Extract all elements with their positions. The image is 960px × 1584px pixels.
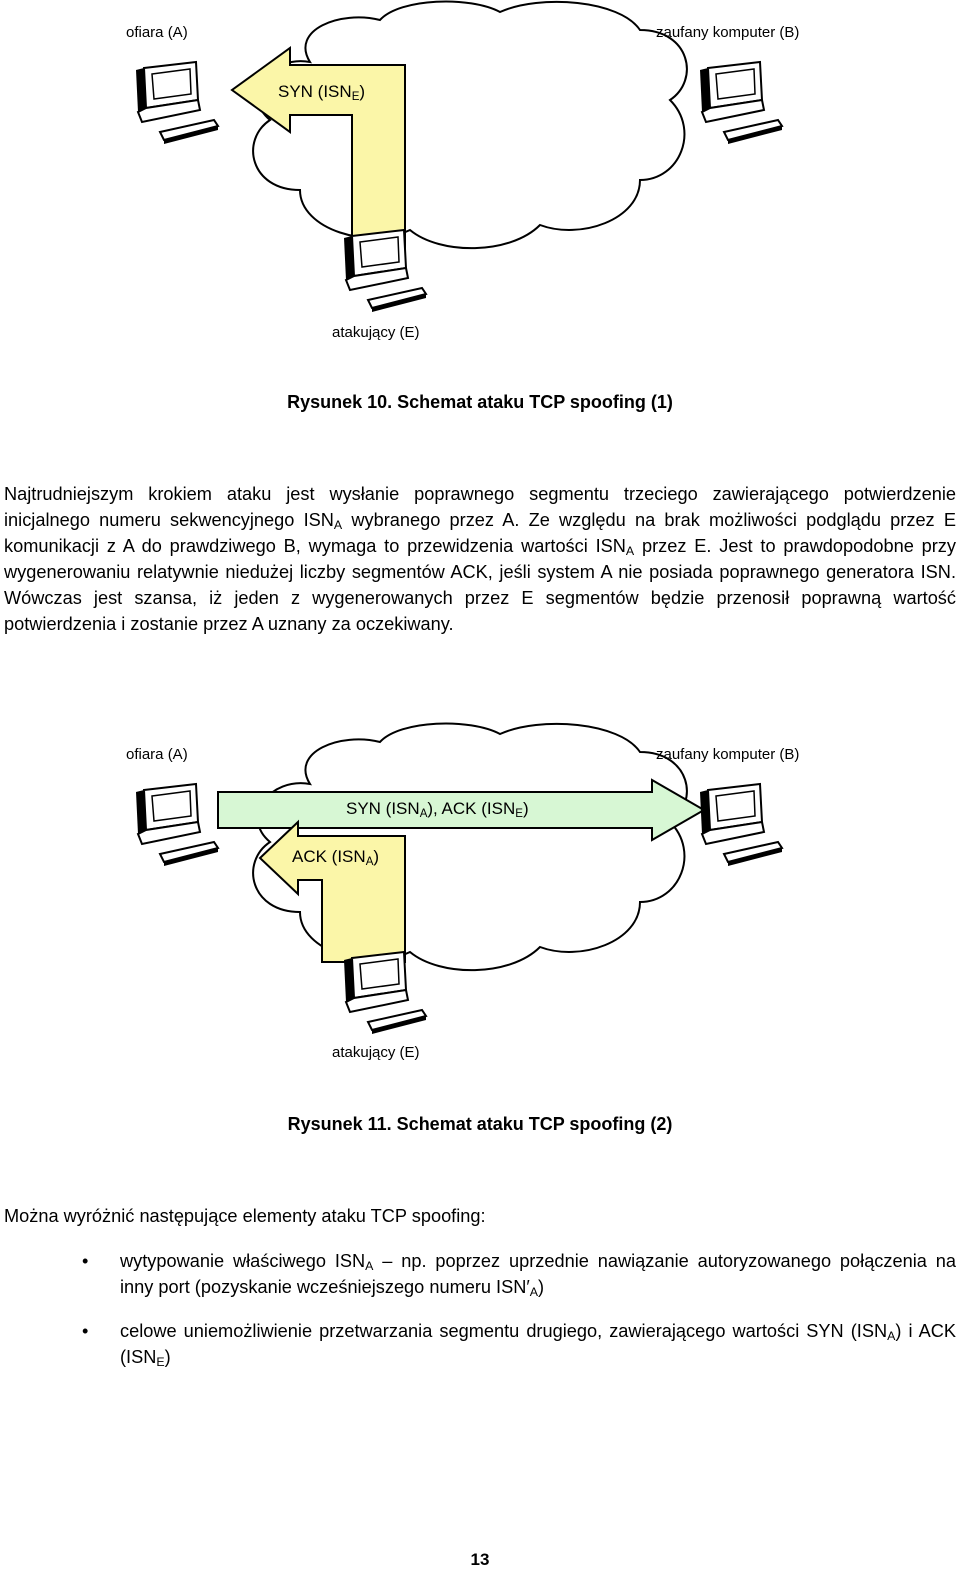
figure-2 — [0, 722, 960, 1082]
attacker-computer-icon — [344, 952, 426, 1034]
attacker-computer-icon — [344, 230, 426, 312]
bullet-list — [0, 1248, 960, 1378]
body-paragraph: Najtrudniejszym krokiem ataku jest wysłanie poprawnego segmentu trzeciego zawierającego potwierdzenie inicjalnego numeru sekwencyjnego $ISN_A$ wybranego przez A. Ze względu na brak możliwości podglądu przez E komunikacji z A do prawdziwego B, wymaga to przewidzenia wartości $ISN_A$ przez E. Jest to prawdopodobne przy wygenerowaniu relatywnie niedużej liczby segmentów ACK, jeśli system A nie posiada poprawnego generatora ISN. Wówczas jest szansa, iż jeden z wygenerowanych przez E segmentów będzie przenosił poprawną wartość potwierdzenia i zostanie przez A uznany za oczekiwany. — [4, 484, 956, 634]
network-cloud — [253, 2, 687, 249]
figure-1 — [0, 0, 960, 360]
figure-1-diagram — [0, 0, 960, 360]
victim-computer-icon — [136, 784, 218, 866]
page-number: 13 — [470, 1550, 490, 1569]
label-victim: ofiara (A) — [126, 746, 188, 763]
label-trusted: zaufany komputer (B) — [656, 746, 800, 763]
trusted-computer-icon — [700, 784, 782, 866]
figure-2-caption: Rysunek 11. Schemat ataku TCP spoofing (2) — [287, 1114, 673, 1134]
victim-computer-icon — [136, 62, 218, 144]
bullet-marker: • — [82, 1321, 89, 1341]
list-item: celowe uniemożliwienie przetwarzania segmentu drugiego, zawierającego wartości SYN $(ISN_A)$ i ACK $(ISN_E)$ — [120, 1321, 956, 1370]
label-attacker: atakujący (E) — [332, 1044, 420, 1061]
label-trusted: zaufany komputer (B) — [656, 24, 800, 41]
syn-ack-arrow-label: SYN $(ISN_A)$, ACK $(ISN_E)$ — [346, 799, 529, 820]
syn-arrow-label: SYN $(ISN_E)$ — [278, 82, 366, 103]
bullet-marker: • — [82, 1251, 89, 1271]
list-intro: Można wyróżnić następujące elementy ataku TCP spoofing: — [4, 1206, 486, 1226]
ack-arrow-label: ACK $(ISN_A)$ — [292, 847, 380, 868]
trusted-computer-icon — [700, 62, 782, 144]
label-attacker: atakujący (E) — [332, 324, 420, 341]
label-victim: ofiara (A) — [126, 24, 188, 41]
figure-2-diagram — [0, 722, 960, 1082]
list-item: wytypowanie właściwego $ISN_A$ – np. poprzez uprzednie nawiązanie autoryzowanego połączenia na inny port (pozyskanie wcześniejszego numeru $ISN'_A$) — [120, 1251, 956, 1300]
figure-1-caption: Rysunek 10. Schemat ataku TCP spoofing (1) — [287, 392, 673, 412]
